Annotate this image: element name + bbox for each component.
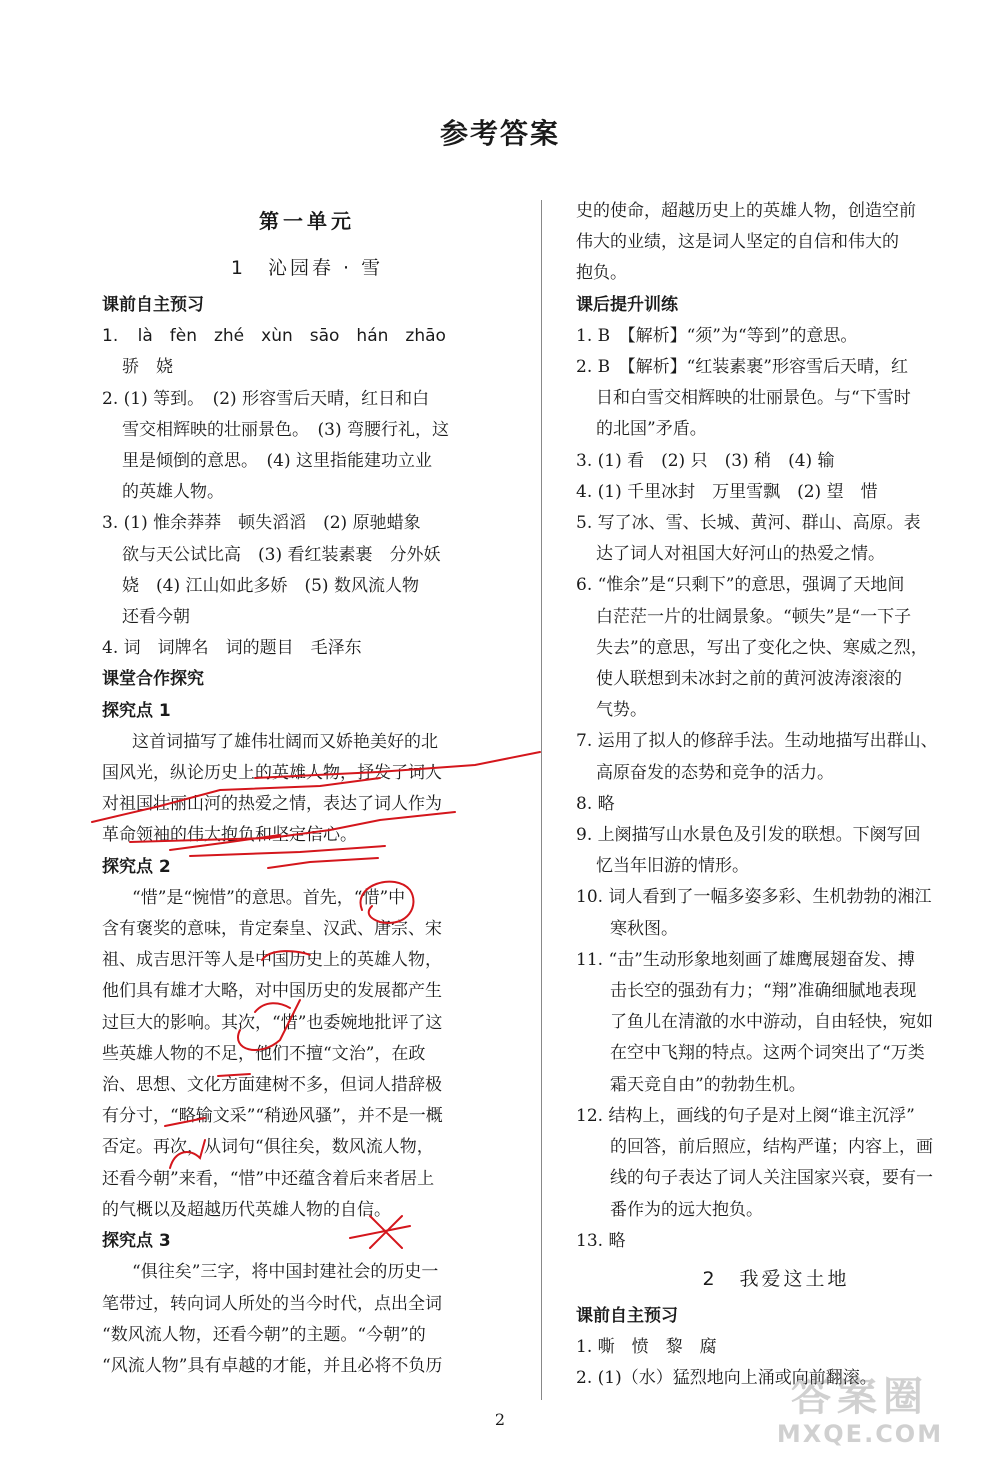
- point-title: 探究点 3: [102, 1231, 171, 1252]
- answer-line: 里是倾倒的意思。 (4) 这里指能建功立业: [122, 451, 432, 472]
- answer-line: 4. 词 词牌名 词的题目 毛泽东: [102, 638, 362, 659]
- paragraph-line: 他们具有雄才大略，对中国历史的发展都产生: [102, 981, 442, 1002]
- lesson-title: 1 沁园春 · 雪: [230, 257, 384, 279]
- answer-line: 寒秋图。: [610, 918, 678, 939]
- paragraph-line: 史的使命，超越历史上的英雄人物，创造空前: [576, 201, 916, 221]
- answer-line: 了鱼儿在清澈的水中游动，自由轻快，宛如: [610, 1012, 933, 1033]
- paragraph-line: “风流人物”具有卓越的才能，并且必将不负历: [102, 1355, 443, 1376]
- paragraph-line: 国风光，纵论历史上的英雄人物，抒发了词人: [102, 763, 442, 784]
- answer-line: 2. (1)（水）猛烈地向上涌或向前翻滚。: [576, 1368, 877, 1389]
- paragraph-line: “数风流人物，还看今朝”的主题。“今朝”的: [102, 1324, 426, 1345]
- paragraph-line: 含有褒奖的意味，肯定秦皇、汉武、唐宗、宋: [102, 919, 442, 940]
- answer-line: 击长空的强劲有力；“翔”准确细腻地表现: [610, 981, 917, 1002]
- answer-line: 的北国”矛盾。: [596, 419, 707, 440]
- watermark-text: 答案圈: [791, 1374, 929, 1420]
- answer-line: 番作为的远大抱负。: [610, 1199, 763, 1220]
- answer-line: 霜天竞自由”的勃勃生机。: [610, 1074, 806, 1095]
- answer-line: 3. (1) 看 (2) 只 (3) 稍 (4) 输: [576, 450, 835, 471]
- answer-line: 忆当年旧游的情形。: [596, 856, 749, 877]
- answer-line: 6. “惟余”是“只剩下”的意思，强调了天地间: [576, 575, 905, 596]
- answer-line: 8. 略: [576, 793, 615, 814]
- answer-line: 12. 结构上，画线的句子是对上阕“谁主沉浮”: [576, 1105, 915, 1126]
- answer-line: 雪交相辉映的壮丽景色。 (3) 弯腰行礼，这: [122, 419, 449, 440]
- answer-line: 达了词人对祖国大好河山的热爱之情。: [596, 544, 885, 565]
- point-title: 探究点 2: [102, 856, 171, 877]
- paragraph-line: 祖、成吉思汗等人是中国历史上的英雄人物，: [102, 950, 442, 971]
- answer-line: 5. 写了冰、雪、长城、黄河、群山、高原。表: [576, 513, 921, 534]
- paragraph-line: 否定。再次，从词句“俱往矣，数风流人物，: [102, 1137, 434, 1158]
- answer-line: 的回答，前后照应，结构严谨；内容上，画: [610, 1137, 933, 1158]
- answer-line: 娆 (4) 江山如此多娇 (5) 数风流人物: [122, 575, 419, 596]
- answer-line: 11. “击”生动形象地刻画了雄鹰展翅奋发、搏: [576, 949, 915, 970]
- page-number: 2: [494, 1410, 506, 1429]
- page-title: 参考答案: [439, 117, 560, 150]
- paragraph-line: 抱负。: [576, 263, 627, 284]
- section-heading-class: 课堂合作探究: [102, 669, 204, 690]
- answer-line: 1. 嘶 愤 黎 腐: [576, 1337, 717, 1358]
- answer-line: 4. (1) 千里冰封 万里雪飘 (2) 望 惜: [576, 481, 878, 502]
- answer-line: 气势。: [596, 700, 647, 721]
- answer-line: 在空中飞翔的特点。这两个词突出了“万类: [610, 1043, 925, 1064]
- answer-line: 1. là fèn zhé xùn sāo hán zhāo: [102, 326, 446, 347]
- answer-line: 3. (1) 惟余莽莽 顿失滔滔 (2) 原驰蜡象: [102, 513, 421, 534]
- answer-line: 使人联想到未冰封之前的黄河波涛滚滚的: [596, 669, 902, 690]
- answer-line: 9. 上阕描写山水景色及引发的联想。下阕写回: [576, 825, 921, 846]
- paragraph-line: 伟大的业绩，这是词人坚定的自信和伟大的: [576, 232, 899, 253]
- section-heading-after: 课后提升训练: [576, 294, 678, 315]
- answer-line: 白茫茫一片的壮阔景象。“顿失”是“一下子: [596, 606, 912, 627]
- paragraph-line: 这首词描写了雄伟壮阔而又娇艳美好的北: [132, 731, 438, 752]
- answer-line: 10. 词人看到了一幅多姿多彩、生机勃勃的湘江: [576, 887, 932, 908]
- right-column: [576, 196, 976, 1395]
- answer-line: 1. B 【解析】“须”为“等到”的意思。: [576, 325, 858, 346]
- unit-title: 第一单元: [259, 209, 355, 233]
- answer-line: 13. 略: [576, 1230, 626, 1251]
- point-title: 探究点 1: [102, 700, 171, 721]
- paragraph-line: “惜”是“惋惜”的意思。首先，“惜”中: [132, 887, 406, 908]
- left-column: [102, 196, 512, 1382]
- answer-line: 2. B 【解析】“红装素裹”形容雪后天晴，红: [576, 357, 908, 378]
- answer-line: 7. 运用了拟人的修辞手法。生动地描写出群山、: [576, 731, 938, 752]
- paragraph-line: 的气概以及超越历代英雄人物的自信。: [102, 1199, 391, 1220]
- section-heading-preview: 课前自主预习: [576, 1305, 678, 1326]
- paragraph-line: 革命领袖的伟大抱负和坚定信心。: [102, 825, 357, 846]
- watermark: [740, 1375, 980, 1453]
- answer-line: 骄 娆: [122, 357, 173, 378]
- section-heading-preview: 课前自主预习: [102, 295, 204, 315]
- answer-line: 2. (1) 等到。 (2) 形容雪后天晴，红日和白: [102, 388, 430, 409]
- paragraph-line: 还看今朝”来看，“惜”中还蕴含着后来者居上: [102, 1168, 435, 1189]
- paragraph-line: 笔带过，转向词人所处的当今时代，点出全词: [102, 1293, 442, 1314]
- watermark-url: MXQE.COM: [776, 1420, 944, 1448]
- lesson-title: 2 我爱这土地: [702, 1267, 850, 1290]
- answer-line: 线的句子表达了词人关注国家兴衰，要有一: [610, 1168, 933, 1189]
- paragraph-line: 过巨大的影响。其次，“惜”也委婉地批评了这: [102, 1012, 443, 1033]
- paragraph-line: “俱往矣”三字，将中国封建社会的历史一: [132, 1262, 439, 1283]
- answer-line: 欲与天公试比高 (3) 看红装素裹 分外妖: [122, 544, 441, 565]
- answer-line: 高原奋发的态势和竞争的活力。: [596, 762, 834, 783]
- paragraph-line: 治、思想、文化方面建树不多，但词人措辞极: [102, 1075, 442, 1096]
- paragraph-line: 些英雄人物的不足，他们不擅“文治”，在政: [102, 1043, 426, 1064]
- answer-line: 还看今朝: [122, 607, 190, 628]
- answer-line: 日和白雪交相辉映的壮丽景色。与“下雪时: [596, 388, 911, 409]
- answer-line: 的英雄人物。: [122, 482, 224, 503]
- paragraph-line: 有分寸，“略输文采”“稍逊风骚”，并不是一概: [102, 1106, 443, 1127]
- column-divider: [541, 200, 542, 1400]
- paragraph-line: 对祖国壮丽山河的热爱之情，表达了词人作为: [102, 794, 442, 815]
- answer-line: 失去”的意思，写出了变化之快、寒威之烈，: [596, 637, 928, 658]
